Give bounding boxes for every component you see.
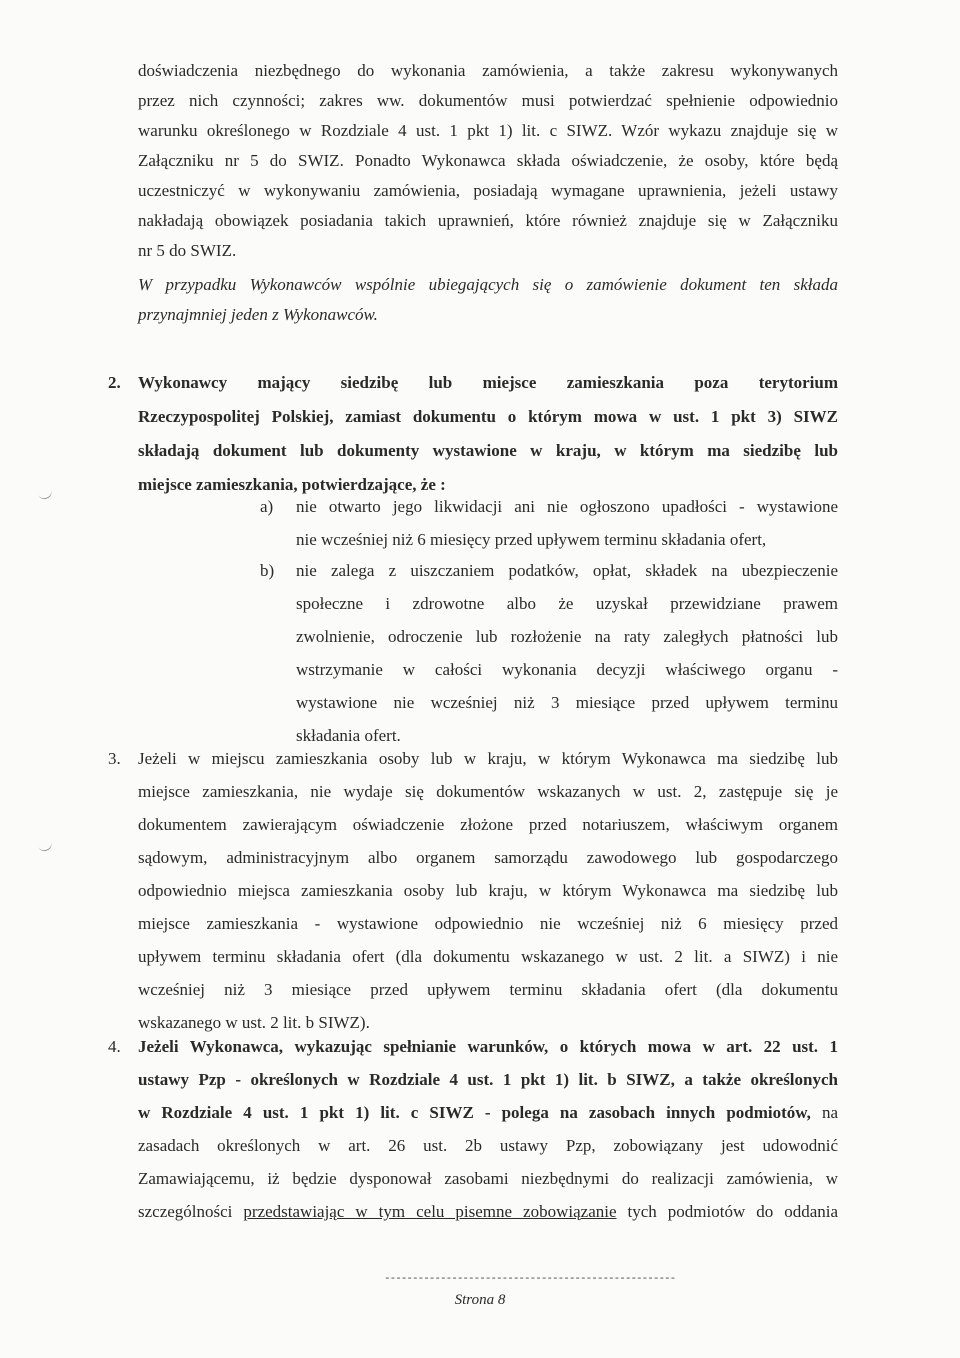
sub-item-b bbox=[296, 556, 838, 751]
text-line: upływem terminu składania ofert (dla dokumentu wskazanego w ust. 2 lit. a SIWZ) i nie bbox=[138, 947, 838, 966]
italic-note-line: W przypadku Wykonawców wspólnie ubiegających się o zamówienie dokument ten składa bbox=[138, 275, 838, 294]
item-number: 3. bbox=[108, 749, 121, 768]
text-line: Jeżeli Wykonawca, wykazując spełnianie warunków, o których mowa w art. 22 ust. 1 bbox=[138, 1037, 838, 1056]
item-2-text bbox=[138, 368, 838, 500]
text-line: wstrzymanie w całości wykonania decyzji właściwego organu - bbox=[296, 660, 838, 679]
text-line: wcześniej niż 3 miesiące przed upływem terminu składania ofert (dla dokumentu bbox=[138, 980, 838, 999]
normal-run: tych podmiotów do oddania bbox=[616, 1202, 839, 1221]
text-line: miejsce zamieszkania, potwierdzające, że : bbox=[138, 475, 446, 494]
sub-item-letter: b) bbox=[260, 561, 275, 580]
item-3-text bbox=[138, 744, 838, 1038]
sub-item-letter: a) bbox=[260, 497, 274, 516]
item-number: 4. bbox=[108, 1037, 121, 1056]
text-line: składania ofert. bbox=[296, 726, 401, 745]
text-line: zwolnienie, odroczenie lub rozłożenie na raty zaległych płatności lub bbox=[296, 627, 838, 646]
text-line: nie zalega z uiszczaniem podatków, opłat, składek na ubezpieczenie bbox=[296, 561, 838, 580]
footer-rule: ---------------------------------------------------- bbox=[384, 1273, 676, 1285]
text-line: nie otwarto jego likwidacji ani nie ogłoszono upadłości - wystawione bbox=[296, 497, 838, 516]
item-4-text bbox=[138, 1032, 838, 1227]
italic-note-line: przynajmniej jeden z Wykonawców. bbox=[138, 305, 378, 324]
text-line: dokumentem zawierającym oświadczenie złożone przed notariuszem, właściwym organem bbox=[138, 815, 838, 834]
text-line: odpowiednio miejsca zamieszkania osoby lub kraju, w którym Wykonawca ma siedzibę lub bbox=[138, 881, 838, 900]
text-line: nr 5 do SWIZ. bbox=[138, 241, 237, 260]
bold-run: w Rozdziale 4 ust. 1 pkt 1) lit. c SIWZ - polega na zasobach innych podmiotów, bbox=[138, 1103, 811, 1122]
text-line-mixed bbox=[138, 1197, 838, 1227]
item-number: 2. bbox=[108, 373, 121, 392]
sub-item-a bbox=[296, 492, 838, 555]
scan-mark bbox=[37, 486, 54, 501]
page-number: Strona 8 bbox=[454, 1292, 506, 1308]
text-line: Jeżeli w miejscu zamieszkania osoby lub w kraju, w którym Wykonawca ma siedzibę lub bbox=[138, 749, 838, 768]
text-line: wystawione nie wcześniej niż 3 miesiące przed upływem terminu bbox=[296, 693, 838, 712]
scan-mark bbox=[37, 838, 54, 853]
text-line: sądowym, administracyjnym albo organem samorządu zawodowego lub gospodarczego bbox=[138, 848, 838, 867]
text-line: przez nich czynności; zakres ww. dokumentów musi potwierdzać spełnienie odpowiednio bbox=[138, 91, 838, 110]
paragraph-continuation bbox=[138, 56, 838, 330]
text-line: Załączniku nr 5 do SWIZ. Ponadto Wykonawca składa oświadczenie, że osoby, które będą bbox=[138, 151, 838, 170]
text-line: warunku określonego w Rozdziale 4 ust. 1 pkt 1) lit. c SIWZ. Wzór wykazu znajduje się w bbox=[138, 121, 838, 140]
text-line: społeczne i zdrowotne albo że uzyskał przewidziane prawem bbox=[296, 594, 838, 613]
text-line: Zamawiającemu, iż będzie dysponował zasobami niezbędnymi do realizacji zamówienia, w bbox=[138, 1169, 838, 1188]
text-line: ustawy Pzp - określonych w Rozdziale 4 ust. 1 pkt 1) lit. b SIWZ, a także określonych bbox=[138, 1070, 838, 1089]
text-line: Rzeczypospolitej Polskiej, zamiast dokumentu o którym mowa w ust. 1 pkt 3) SIWZ bbox=[138, 407, 838, 426]
text-line-mixed bbox=[138, 1098, 838, 1128]
text-line: wskazanego w ust. 2 lit. b SIWZ). bbox=[138, 1013, 370, 1032]
text-line: doświadczenia niezbędnego do wykonania zamówienia, a także zakresu wykonywanych bbox=[138, 61, 838, 80]
text-line: nakładają obowiązek posiadania takich uprawnień, które również znajduje się w Załączniku bbox=[138, 211, 838, 230]
normal-run: na bbox=[810, 1103, 838, 1122]
text-line: Wykonawcy mający siedzibę lub miejsce zamieszkania poza terytorium bbox=[138, 373, 838, 392]
text-line: miejsce zamieszkania - wystawione odpowiednio nie wcześniej niż 6 miesięcy przed bbox=[138, 914, 838, 933]
text-line: składają dokument lub dokumenty wystawione w kraju, w którym ma siedzibę lub bbox=[138, 441, 838, 460]
text-line: miejsce zamieszkania, nie wydaje się dokumentów wskazanych w ust. 2, zastępuje się je bbox=[138, 782, 838, 801]
text-line: zasadach określonych w art. 26 ust. 2b ustawy Pzp, zobowiązany jest udowodnić bbox=[138, 1136, 838, 1155]
text-line: uczestniczyć w wykonywaniu zamówienia, posiadają wymagane uprawnienia, jeżeli ustawy bbox=[138, 181, 838, 200]
text-line: nie wcześniej niż 6 miesięcy przed upływem terminu składania ofert, bbox=[296, 530, 767, 549]
underlined-run: przedstawiając w tym celu pisemne zobowiązanie bbox=[243, 1202, 617, 1221]
normal-run: szczególności bbox=[138, 1202, 244, 1221]
